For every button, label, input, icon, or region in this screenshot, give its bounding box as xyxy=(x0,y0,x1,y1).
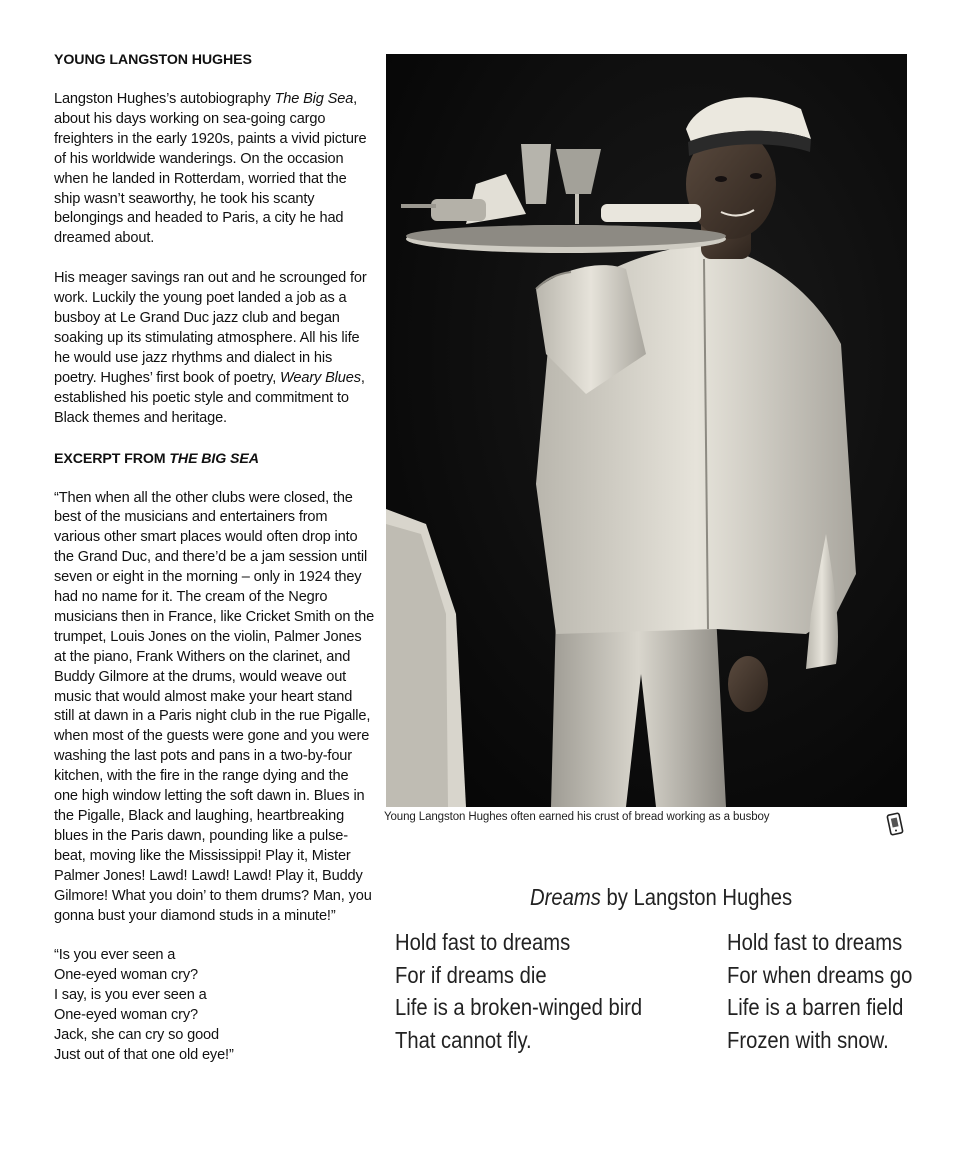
article-paragraph-2: His meager savings ran out and he scrounged for work. Luckily the young poet landed a job as a busboy at Le Grand Duc jazz club and began soaking up its stimulating atmosphere. All his life he would use jazz rhythms and dialect in his poetry. Hughes’ first book of poetry, Weary Blues, established his poetic style and commitment to Black themes and heritage. xyxy=(54,270,367,426)
book-title: The Big Sea xyxy=(274,91,354,107)
poem-line: For when dreams go xyxy=(727,961,913,988)
excerpt-quote: “Then when all the other clubs were closed, the best of the musicians and entertainers from various other smart places would often drop into the Grand Duc, and there’d be a jam session until seven or eight in the morning – only in 1924 they had no name for it. The cream of the Negro musicians then in France, like Cricket Smith on the trumpet, Louis Jones on the violin, Palmer Jones at the piano, Frank Withers on the clarinet, and Buddy Gilmore at the drums, would weave out music that would almost make your heart stand still at dawn in a Paris night club in the rue Pigalle, when most of the guests were gone and you were washing the last pots and pans in a two-by-four kitchen, with the fire in the range dying and the one high window letting the soft dawn in. Blues in the Pigalle, Black and laughing, heartbreaking blues in the Paris dawn, pounding like a pulse-beat, moving like the Mississippi! Play it, Mister Palmer Jones! Lawd! Lawd! Lawd! Play it, Buddy Gilmore! What you doin’ to them drums? Man, you gonna bust your diamond studs in a minute!” xyxy=(54,489,375,924)
article-paragraph-1: Langston Hughes’s autobiography The Big Sea, about his days working on sea-going cargo freighters in the early 1920s, paints a vivid picture of his worldwide wanderings. On the occasion when he landed in Rotterdam, worried that the ship wasn’t seaworthy, he took his scanty belongings and headed to Paris, a city he had dreamed about. xyxy=(54,91,367,247)
poem-line: Hold fast to dreams xyxy=(727,929,903,955)
verse-line: Jack, she can cry so good xyxy=(54,1027,219,1044)
poem-line: That cannot fly. xyxy=(395,1026,532,1053)
verse-line: One-eyed woman cry? xyxy=(54,967,198,984)
verse-line: Just out of that one old eye!” xyxy=(54,1046,234,1063)
poem-line: For if dreams die xyxy=(395,961,547,988)
poem-stanza-2 xyxy=(727,926,912,1056)
poem-line: Life is a barren field xyxy=(727,994,904,1021)
poem-line: Frozen with snow. xyxy=(727,1026,889,1053)
verse-line: I say, is you ever seen a xyxy=(54,987,207,1004)
verse-line: “Is you ever seen a xyxy=(54,947,176,964)
busboy-photo xyxy=(386,54,907,807)
photo-caption: Young Langston Hughes often earned his crust of bread working as a busboy xyxy=(384,811,770,823)
book-title: Weary Blues xyxy=(280,369,361,386)
verse-line: One-eyed woman cry? xyxy=(54,1007,198,1024)
article-heading: YOUNG LANGSTON HUGHES xyxy=(54,52,252,68)
poem-stanza-1 xyxy=(395,926,642,1056)
excerpt-heading: EXCERPT FROM THE BIG SEA xyxy=(54,450,259,467)
poem-title: Dreams by Langston Hughes xyxy=(530,884,793,910)
poem-line: Hold fast to dreams xyxy=(395,929,571,955)
poem-line: Life is a broken-winged bird xyxy=(395,994,643,1021)
phone-icon[interactable] xyxy=(886,812,904,836)
excerpt-verse xyxy=(54,946,376,1065)
article-column xyxy=(54,50,376,1066)
